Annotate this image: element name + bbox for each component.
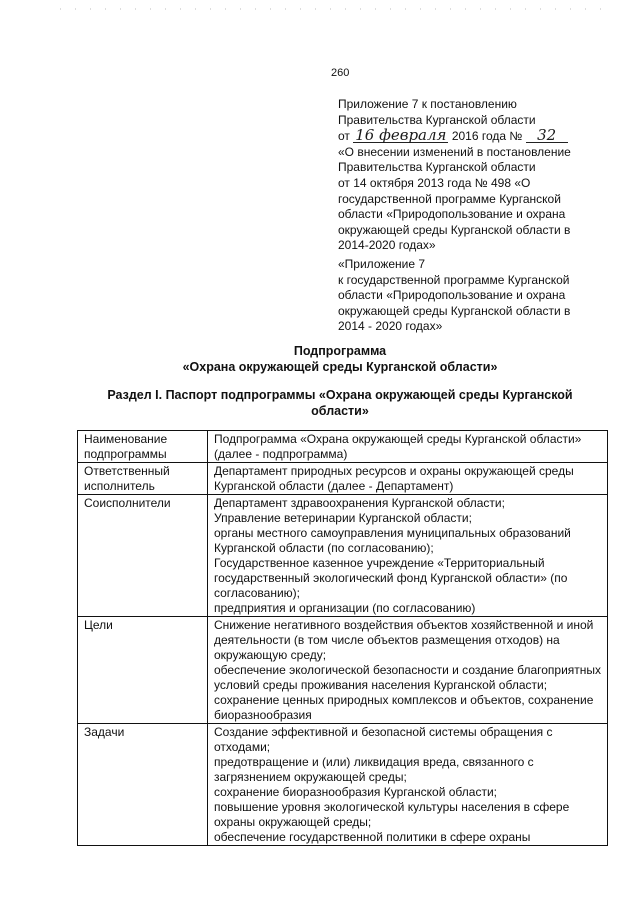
table-row — [78, 617, 608, 724]
appendix-line: 2014-2020 годах» — [338, 238, 436, 253]
appendix-line: окружающей среды Курганской области в — [338, 222, 571, 237]
row-content — [208, 617, 608, 724]
row-label: Цели — [78, 617, 208, 724]
handwritten-number: 32 — [526, 128, 568, 143]
row-label: Наименование подпрограммы — [78, 431, 208, 463]
appendix-program-line: к государственной программе Курганской — [338, 272, 570, 287]
appendix-program-line: «Приложение 7 — [338, 257, 426, 271]
row-entry: обеспечение государственной политики в сфере охраны — [214, 830, 531, 844]
row-label: Ответственный исполнитель — [78, 463, 208, 495]
row-label: Соисполнители — [78, 495, 208, 617]
appendix-program-line: окружающей среды Курганской области в — [338, 303, 571, 318]
appendix-line: Приложение 7 к постановлению — [338, 97, 517, 111]
row-entry: предотвращение и (или) ликвидация вреда, связанного с загрязнением окружающей среды; — [214, 755, 534, 784]
appendix-line: Правительства Курганской области — [338, 160, 536, 175]
row-entry: повышение уровня экологической культуры населения в сфере охраны окружающей среды; — [214, 800, 570, 829]
section-title-line: Раздел I. Паспорт подпрограммы «Охрана окружающей среды Курганской — [107, 388, 573, 402]
appendix-line: «О внесении изменений в постановление — [338, 144, 571, 159]
row-content — [208, 463, 608, 495]
row-content — [208, 724, 608, 846]
appendix-program-block — [338, 257, 610, 335]
subprogram-title: Подпрограмма — [293, 344, 387, 358]
handwritten-date: 16 февраля — [355, 126, 447, 145]
passport-table — [77, 430, 608, 846]
table-row — [78, 463, 608, 495]
row-label: Задачи — [78, 724, 208, 846]
page-bottom-mask — [77, 851, 610, 911]
table-row — [78, 431, 608, 463]
page-number: 260 — [331, 67, 350, 79]
appendix-block — [338, 97, 610, 254]
row-entry: сохранение биоразнообразия Курганской области; — [214, 785, 497, 799]
appendix-program-line: 2014 - 2020 годах» — [338, 319, 443, 334]
row-entry: Департамент здравоохранения Курганской области; — [214, 496, 505, 510]
year-suffix: 2016 года № — [451, 129, 523, 144]
table-row — [78, 724, 608, 846]
row-content — [208, 431, 608, 463]
row-content — [208, 495, 608, 617]
row-entry: Департамент природных ресурсов и охраны окружающей среды Курганской области (далее - Департамент) — [214, 464, 574, 493]
row-entry: органы местного самоуправления муниципальных образований Курганской области (по согласованию); — [214, 526, 571, 555]
from-prefix: от — [338, 129, 350, 144]
row-entry: Создание эффективной и безопасной системы обращения с отходами; — [214, 725, 553, 754]
subprogram-name: «Охрана окружающей среды Курганской области» — [182, 359, 498, 374]
section-heading — [70, 388, 610, 419]
appendix-line: от 14 октября 2013 года № 498 «О — [338, 175, 531, 190]
appendix-line: области «Природопользование и охрана — [338, 207, 566, 222]
row-entry: Снижение негативного воздействия объектов хозяйственной и иной деятельности (в том числе объектов размещения отходов) на окружающую среду; — [214, 618, 594, 662]
row-entry: сохранение ценных природных комплексов и объектов, сохранение биоразнообразия — [214, 693, 594, 722]
scan-artifact-dots — [0, 8, 640, 10]
appendix-line: Правительства Курганской области — [338, 112, 536, 127]
row-entry: Управление ветеринарии Курганской области; — [214, 511, 472, 525]
row-entry: обеспечение экологической безопасности и создание благоприятных условий среды проживания населения Курганской области; — [214, 663, 602, 692]
section-title-line: области» — [311, 403, 369, 418]
subprogram-heading — [90, 344, 590, 375]
row-entry: Подпрограмма «Охрана окружающей среды Курганской области» (далее - подпрограмма) — [214, 432, 582, 461]
row-entry: Государственное казенное учреждение «Территориальный государственный экологический фонд Курганской области» (по согласованию); — [214, 556, 568, 600]
appendix-line: государственной программе Курганской — [338, 191, 561, 206]
appendix-date-line — [338, 128, 610, 145]
row-entry: предприятия и организации (по согласованию) — [214, 601, 476, 615]
table-row — [78, 495, 608, 617]
appendix-program-line: области «Природопользование и охрана — [338, 288, 566, 303]
